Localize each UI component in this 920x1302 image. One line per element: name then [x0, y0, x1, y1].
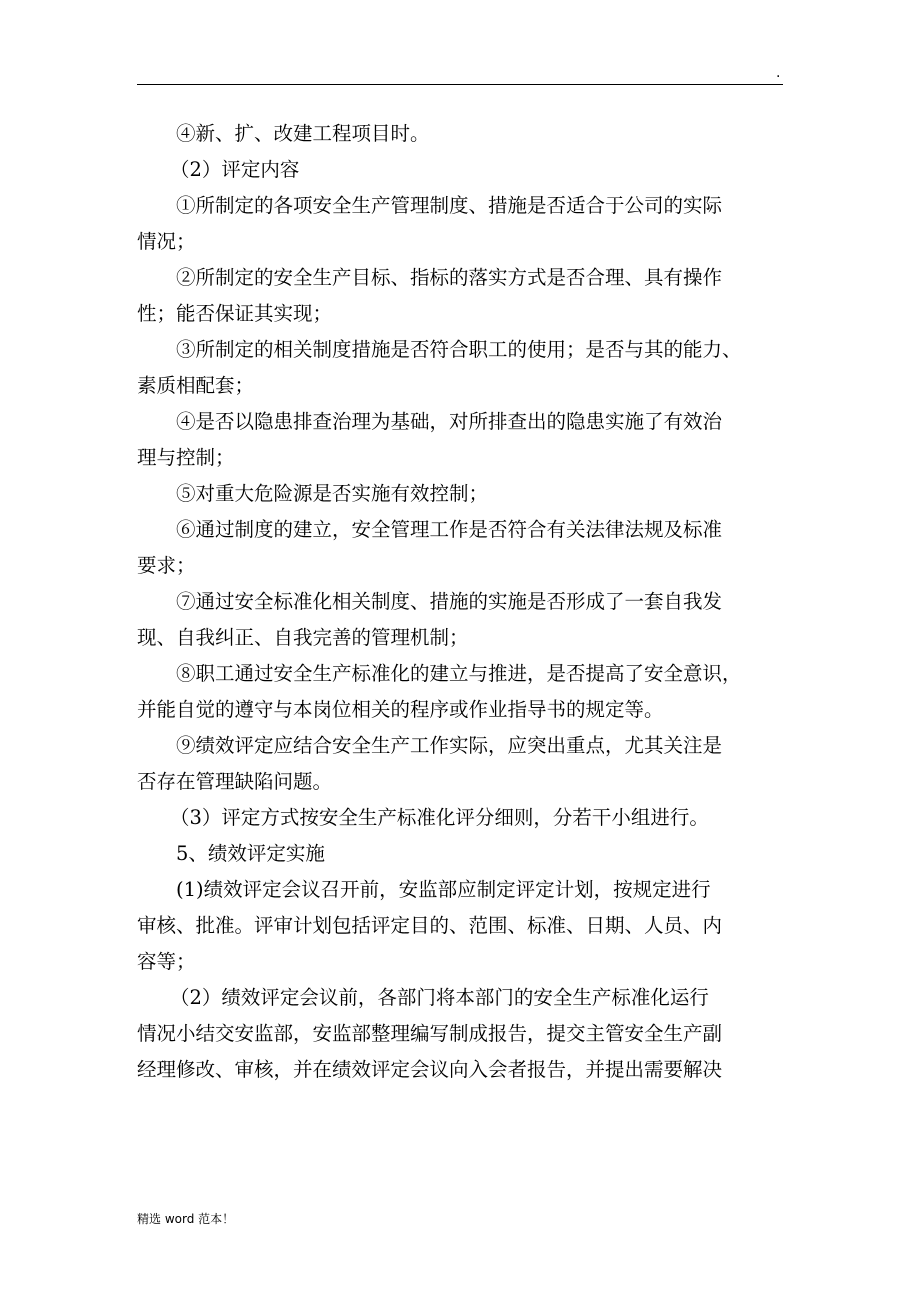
text-line: 5、绩效评定实施 [176, 842, 325, 865]
text-line: ⑥通过制度的建立，安全管理工作是否符合有关法律法规及标准 [176, 518, 723, 541]
text-line: ①所制定的各项安全生产管理制度、措施是否适合于公司的实际 [176, 194, 723, 217]
text-line: 否存在管理缺陷问题。 [137, 770, 333, 793]
text-line: 性；能否保证其实现； [137, 302, 333, 325]
text-line: 并能自觉的遵守与本岗位相关的程序或作业指导书的规定等。 [137, 698, 664, 721]
document-body [137, 116, 783, 1088]
text-line: ⑧职工通过安全生产标准化的建立与推进，是否提高了安全意识， [176, 662, 742, 685]
text-line: 情况； [137, 230, 196, 253]
text-line: （2）绩效评定会议前，各部门将本部门的安全生产标准化运行 [170, 986, 709, 1009]
text-line: ③所制定的相关制度措施是否符合职工的使用；是否与其的能力、 [176, 338, 742, 361]
text-line: 现、自我纠正、自我完善的管理机制； [137, 626, 469, 649]
page-footer: 精选 word 范本！ [137, 1212, 235, 1226]
text-line: ⑤对重大危险源是否实施有效控制； [176, 482, 489, 505]
text-line: 情况小结交安监部，安监部整理编写制成报告，提交主管安全生产副 [137, 1022, 723, 1045]
text-line: 容等； [137, 950, 196, 973]
text-line: ②所制定的安全生产目标、指标的落实方式是否合理、具有操作 [176, 266, 723, 289]
text-line: ⑨绩效评定应结合安全生产工作实际，应突出重点，尤其关注是 [176, 734, 723, 757]
text-line: 审核、批准。评审计划包括评定目的、范围、标准、日期、人员、内 [137, 914, 723, 937]
header-mark: . [776, 65, 781, 81]
text-line: ⑦通过安全标准化相关制度、措施的实施是否形成了一套自我发 [176, 590, 723, 613]
text-line: 经理修改、审核，并在绩效评定会议向入会者报告，并提出需要解决 [137, 1058, 723, 1081]
text-line: ④新、扩、改建工程项目时。 [176, 122, 430, 145]
text-line: (1)绩效评定会议召开前，安监部应制定评定计划，按规定进行 [176, 878, 711, 901]
text-line: 理与控制； [137, 446, 235, 469]
text-line: 素质相配套； [137, 374, 255, 397]
text-line: （3）评定方式按安全生产标准化评分细则，分若干小组进行。 [170, 806, 709, 829]
text-line: （2）评定内容 [170, 158, 300, 181]
text-line: ④是否以隐患排查治理为基础，对所排查出的隐患实施了有效治 [176, 410, 723, 433]
header-rule [137, 84, 783, 85]
text-line: 要求； [137, 554, 196, 577]
